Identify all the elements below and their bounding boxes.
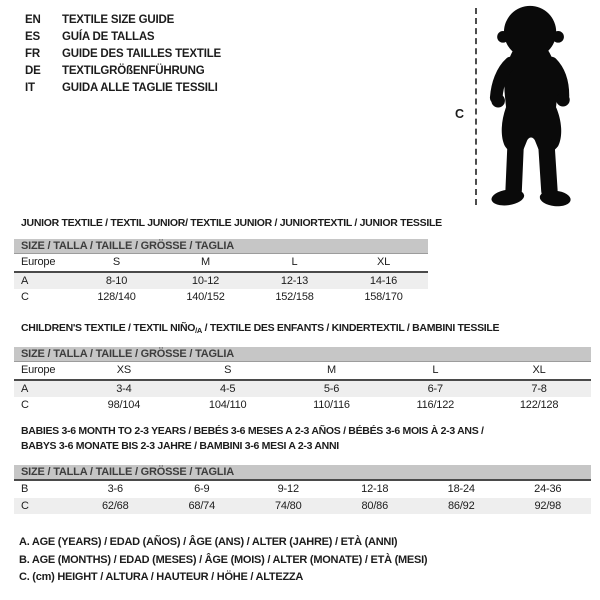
column-header: S bbox=[224, 364, 232, 377]
column-header: XL bbox=[532, 364, 546, 377]
children-title-sub: /A bbox=[195, 326, 203, 335]
row-label: C bbox=[21, 499, 29, 512]
size-header-band: SIZE / TALLA / TAILLE / GRÖSSE / TAGLIA bbox=[14, 239, 428, 254]
lang-code: EN bbox=[25, 13, 41, 26]
size-cell: 122/128 bbox=[519, 399, 559, 412]
lang-row-en bbox=[25, 11, 221, 28]
column-header: M bbox=[201, 256, 210, 269]
junior-size-table bbox=[14, 239, 428, 306]
lang-row-it bbox=[25, 79, 221, 96]
column-header: L bbox=[432, 364, 439, 377]
table-row-columns bbox=[14, 362, 591, 381]
size-cell: 6-9 bbox=[194, 483, 210, 496]
size-cell: 128/140 bbox=[97, 291, 136, 304]
lang-title: TEXTILE SIZE GUIDE bbox=[62, 13, 175, 26]
lang-code: ES bbox=[25, 30, 40, 43]
size-cell: 98/104 bbox=[107, 399, 141, 412]
size-cell: 80/86 bbox=[361, 499, 389, 512]
column-header: M bbox=[327, 364, 336, 377]
height-dashed-line bbox=[475, 8, 477, 205]
column-header: S bbox=[112, 256, 121, 269]
column-header: L bbox=[291, 256, 298, 269]
note-height-cm: C. (cm) HEIGHT / ALTURA / HAUTEUR / HÖHE / ALTEZZA bbox=[19, 571, 304, 583]
babies-title-line2: BABYS 3-6 MONATE BIS 2-3 JAHRE / BAMBINI 3-6 MESI A 2-3 ANNI bbox=[21, 440, 339, 452]
size-header-band: SIZE / TALLA / TAILLE / GRÖSSE / TAGLIA bbox=[14, 465, 591, 481]
lang-title: TEXTILGRÖßENFÜHRUNG bbox=[62, 64, 205, 77]
size-cell: 12-18 bbox=[361, 483, 389, 496]
size-cell: 8-10 bbox=[105, 274, 128, 287]
size-cell: 140/152 bbox=[186, 291, 225, 304]
note-age-months: B. AGE (MONTHS) / EDAD (MESES) / ÂGE (MOIS) / ALTER (MONATE) / ETÀ (MESI) bbox=[19, 553, 428, 566]
lang-title: GUÍA DE TALLAS bbox=[62, 30, 155, 43]
row-label: C bbox=[21, 399, 29, 412]
size-cell: 152/158 bbox=[275, 291, 314, 304]
size-cell: 4-5 bbox=[220, 382, 236, 395]
lang-row-es bbox=[25, 28, 221, 45]
children-size-table bbox=[14, 347, 591, 414]
size-cell: 7-8 bbox=[531, 382, 547, 395]
lang-row-de bbox=[25, 62, 221, 79]
region-label: Europe bbox=[21, 256, 56, 269]
children-title-pre: CHILDREN'S TEXTILE / TEXTIL NIÑO bbox=[21, 322, 196, 334]
size-cell: 116/122 bbox=[416, 399, 455, 412]
size-cell: 24-36 bbox=[534, 483, 562, 496]
lang-code: IT bbox=[25, 81, 35, 94]
size-cell: 9-12 bbox=[277, 483, 299, 496]
size-cell: 110/116 bbox=[313, 399, 350, 412]
size-cell: 18-24 bbox=[447, 483, 475, 496]
lang-title: GUIDA ALLE TAGLIE TESSILI bbox=[62, 81, 218, 94]
size-cell: 12-13 bbox=[280, 274, 309, 287]
size-cell: 158/170 bbox=[364, 291, 403, 304]
babies-title-line1: BABIES 3-6 MONTH TO 2-3 YEARS / BEBÉS 3-6 MESES A 2-3 AÑOS / BÉBÉS 3-6 MOIS À 2-3 ANS / bbox=[21, 425, 484, 437]
size-cell: 62/68 bbox=[101, 499, 129, 512]
table-row-height bbox=[14, 397, 591, 414]
row-label: A bbox=[21, 382, 29, 395]
size-cell: 86/92 bbox=[447, 499, 475, 512]
lang-title: GUIDE DES TAILLES TEXTILE bbox=[62, 47, 221, 60]
size-cell: 3-4 bbox=[116, 382, 132, 395]
size-cell: 14-16 bbox=[369, 274, 398, 287]
toddler-silhouette-image bbox=[480, 3, 584, 211]
table-row-height bbox=[14, 289, 428, 306]
table-row-age-months bbox=[14, 481, 591, 498]
size-cell: 6-7 bbox=[427, 382, 443, 395]
babies-size-table bbox=[14, 465, 591, 514]
children-title-post: / TEXTILE DES ENFANTS / KINDERTEXTIL / BAMBINI TESSILE bbox=[202, 322, 500, 334]
size-cell: 68/74 bbox=[188, 499, 216, 512]
junior-section-title: JUNIOR TEXTILE / TEXTIL JUNIOR/ TEXTILE JUNIOR / JUNIORTEXTIL / JUNIOR TESSILE bbox=[21, 217, 442, 229]
height-measure-label: C bbox=[455, 107, 465, 121]
table-row-age bbox=[14, 381, 591, 398]
language-header bbox=[25, 11, 221, 96]
table-row-height bbox=[14, 498, 591, 515]
lang-code: DE bbox=[25, 64, 41, 77]
size-cell: 5-6 bbox=[323, 382, 340, 395]
table-row-age bbox=[14, 273, 428, 290]
size-cell: 3-6 bbox=[107, 483, 123, 496]
note-age-years: A. AGE (YEARS) / EDAD (AÑOS) / ÂGE (ANS) / ALTER (JAHRE) / ETÀ (ANNI) bbox=[19, 536, 398, 548]
babies-section-title bbox=[21, 424, 484, 454]
legend-notes bbox=[19, 534, 427, 587]
children-section-title bbox=[21, 321, 499, 338]
size-cell: 10-12 bbox=[191, 274, 220, 287]
size-cell: 104/110 bbox=[208, 399, 247, 412]
lang-code: FR bbox=[25, 47, 40, 60]
region-label: Europe bbox=[21, 364, 56, 377]
row-label: A bbox=[21, 274, 29, 287]
row-label: B bbox=[21, 483, 29, 496]
size-cell: 74/80 bbox=[274, 499, 302, 512]
lang-row-fr bbox=[25, 45, 221, 62]
column-header: XL bbox=[376, 256, 391, 269]
row-label: C bbox=[21, 291, 29, 304]
size-cell: 92/98 bbox=[534, 499, 562, 512]
column-header: XS bbox=[116, 364, 132, 377]
table-row-columns bbox=[14, 254, 428, 273]
size-header-band: SIZE / TALLA / TAILLE / GRÖSSE / TAGLIA bbox=[14, 347, 591, 362]
